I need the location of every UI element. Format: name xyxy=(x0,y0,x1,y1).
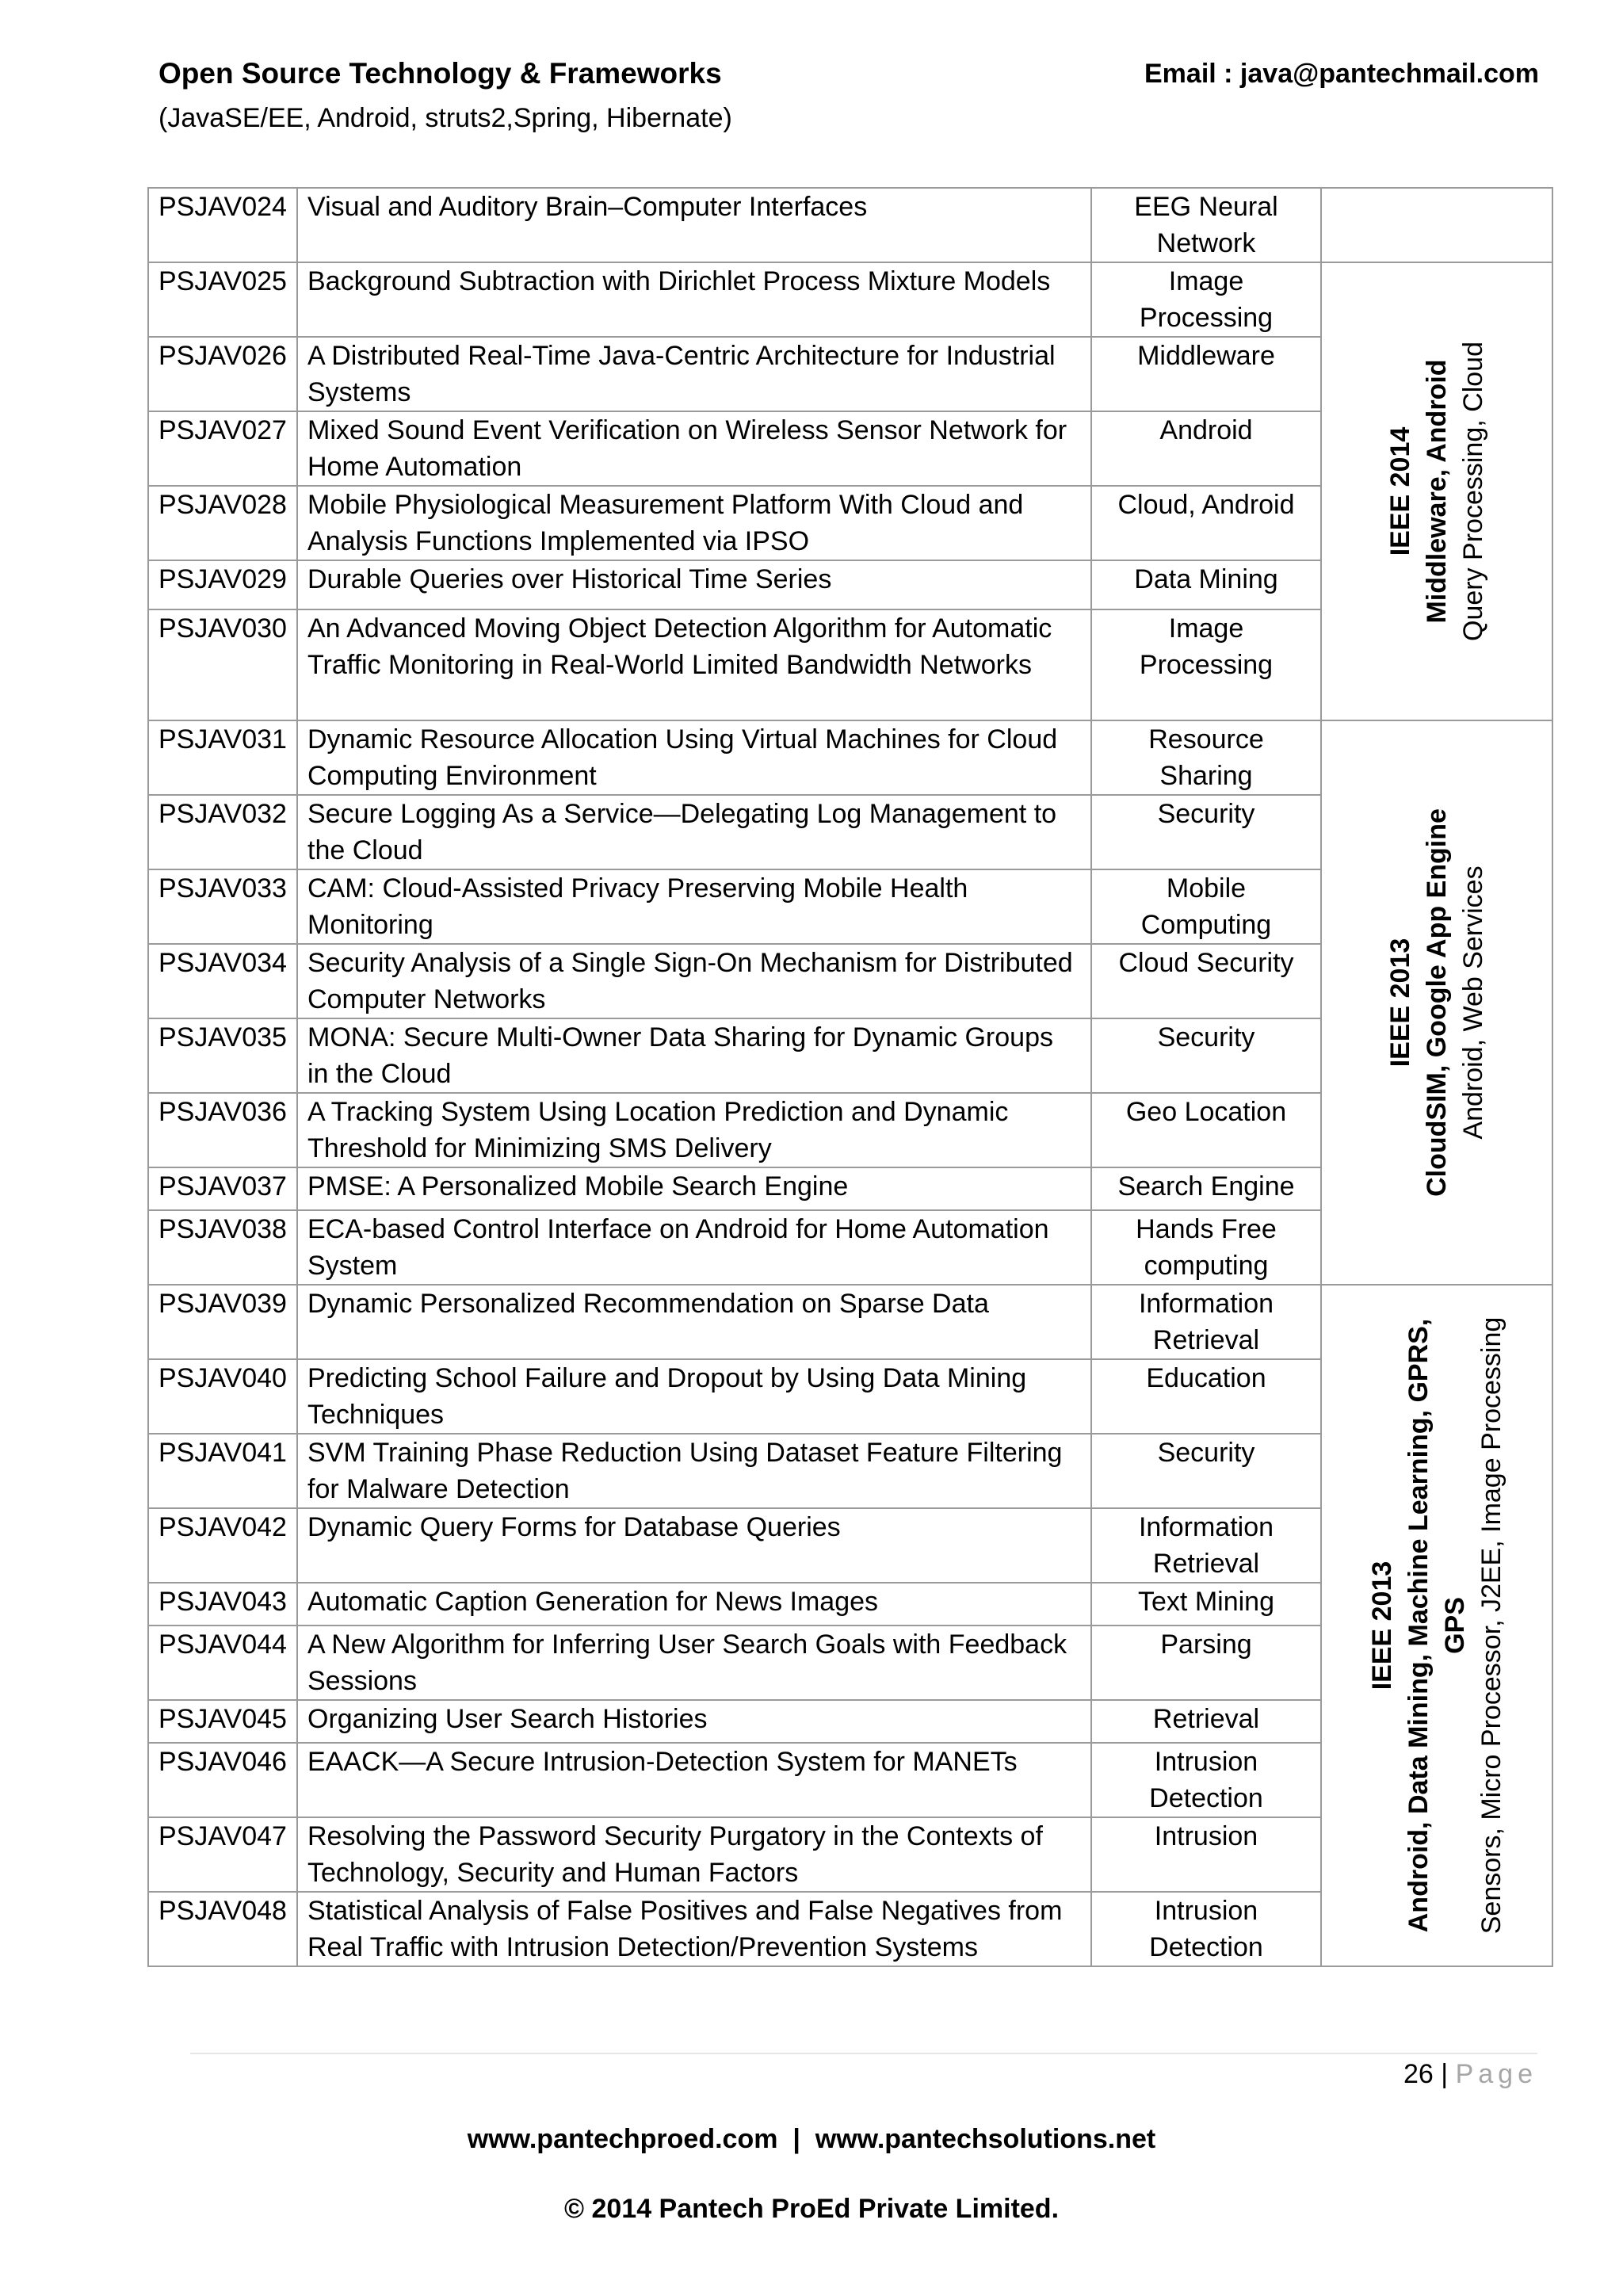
footer-website-links: www.pantechproed.com | www.pantechsolutions.net xyxy=(467,2124,1156,2154)
group-technologies: Android, Data Mining, Machine Learning, GPRS, xyxy=(1403,1318,1434,1933)
group-topics: Query Processing, Cloud xyxy=(1458,342,1488,641)
group-technologies-cont: GPS xyxy=(1440,1597,1470,1654)
table-row xyxy=(148,262,1552,337)
project-domain: Geo Location xyxy=(1091,1093,1321,1167)
project-domain: EEG Neural Network xyxy=(1091,188,1321,262)
project-domain: Retrieval xyxy=(1091,1700,1321,1743)
project-code: PSJAV025 xyxy=(148,262,297,337)
project-domain: Intrusion xyxy=(1091,1817,1321,1892)
project-title: MONA: Secure Multi-Owner Data Sharing for Dynamic Groups in the Cloud xyxy=(297,1018,1091,1093)
project-code: PSJAV036 xyxy=(148,1093,297,1167)
project-domain: Image Processing xyxy=(1091,262,1321,337)
group-ieee-2014 xyxy=(1321,262,1552,720)
project-code: PSJAV027 xyxy=(148,411,297,486)
group-ieee-2013-android xyxy=(1321,1285,1552,1966)
project-domain: Resource Sharing xyxy=(1091,720,1321,795)
group-ieee-2013-cloud xyxy=(1321,720,1552,1285)
footer-copyright: © 2014 Pantech ProEd Private Limited. xyxy=(563,2194,1060,2224)
project-code: PSJAV035 xyxy=(148,1018,297,1093)
project-domain: Hands Free computing xyxy=(1091,1210,1321,1285)
project-code: PSJAV046 xyxy=(148,1743,297,1817)
group-topics: Sensors, Micro Processor, J2EE, Image Processing xyxy=(1476,1316,1507,1935)
project-title: Security Analysis of a Single Sign-On Mechanism for Distributed Computer Networks xyxy=(297,944,1091,1018)
project-title: Statistical Analysis of False Positives and False Negatives from Real Traffic with Intrusion Detection/Prevention Systems xyxy=(297,1892,1091,1966)
project-code: PSJAV041 xyxy=(148,1434,297,1508)
document-subtitle: (JavaSE/EE, Android, struts2,Spring, Hibernate) xyxy=(158,103,732,133)
project-code: PSJAV030 xyxy=(148,609,297,720)
project-domain: Android xyxy=(1091,411,1321,486)
group-cell-empty xyxy=(1321,188,1552,262)
project-domain: Text Mining xyxy=(1091,1583,1321,1626)
project-title: CAM: Cloud-Assisted Privacy Preserving Mobile Health Monitoring xyxy=(297,869,1091,944)
project-title: A New Algorithm for Inferring User Search Goals with Feedback Sessions xyxy=(297,1626,1091,1700)
project-title: Dynamic Resource Allocation Using Virtual Machines for Cloud Computing Environment xyxy=(297,720,1091,795)
project-code: PSJAV037 xyxy=(148,1167,297,1210)
project-domain: Cloud Security xyxy=(1091,944,1321,1018)
page-number xyxy=(1403,2059,1537,2090)
group-topics: Android, Web Services xyxy=(1458,865,1488,1140)
project-code: PSJAV038 xyxy=(148,1210,297,1285)
group-technologies: CloudSIM, Google App Engine xyxy=(1422,808,1452,1197)
project-domain: Education xyxy=(1091,1359,1321,1434)
project-title: ECA-based Control Interface on Android for Home Automation System xyxy=(297,1210,1091,1285)
project-code: PSJAV024 xyxy=(148,188,297,262)
project-code: PSJAV039 xyxy=(148,1285,297,1359)
project-title: Background Subtraction with Dirichlet Process Mixture Models xyxy=(297,262,1091,337)
project-code: PSJAV029 xyxy=(148,560,297,609)
project-title: Mobile Physiological Measurement Platform With Cloud and Analysis Functions Implemented via IPSO xyxy=(297,486,1091,560)
project-domain: Mobile Computing xyxy=(1091,869,1321,944)
project-title: Visual and Auditory Brain–Computer Interfaces xyxy=(297,188,1091,262)
project-title: Dynamic Personalized Recommendation on Sparse Data xyxy=(297,1285,1091,1359)
project-domain: Intrusion Detection xyxy=(1091,1743,1321,1817)
project-title: SVM Training Phase Reduction Using Dataset Feature Filtering for Malware Detection xyxy=(297,1434,1091,1508)
project-domain: Middleware xyxy=(1091,337,1321,411)
project-title: Predicting School Failure and Dropout by Using Data Mining Techniques xyxy=(297,1359,1091,1434)
project-code: PSJAV045 xyxy=(148,1700,297,1743)
project-title: PMSE: A Personalized Mobile Search Engine xyxy=(297,1167,1091,1210)
group-technologies: Middleware, Android xyxy=(1422,359,1452,624)
project-title: Organizing User Search Histories xyxy=(297,1700,1091,1743)
project-title: Durable Queries over Historical Time Series xyxy=(297,560,1091,609)
project-title: Automatic Caption Generation for News Images xyxy=(297,1583,1091,1626)
footer-divider xyxy=(190,2053,1537,2054)
project-code: PSJAV047 xyxy=(148,1817,297,1892)
group-year: IEEE 2014 xyxy=(1385,426,1415,556)
project-domain: Parsing xyxy=(1091,1626,1321,1700)
page-number-separator: | xyxy=(1441,2059,1449,2089)
project-domain: Information Retrieval xyxy=(1091,1508,1321,1583)
project-title: Dynamic Query Forms for Database Queries xyxy=(297,1508,1091,1583)
table-row xyxy=(148,1285,1552,1359)
project-title: An Advanced Moving Object Detection Algorithm for Automatic Traffic Monitoring in Real-World Limited Bandwidth Networks xyxy=(297,609,1091,720)
project-title: EAACK—A Secure Intrusion-Detection System for MANETs xyxy=(297,1743,1091,1817)
project-code: PSJAV031 xyxy=(148,720,297,795)
page-number-value: 26 xyxy=(1403,2059,1434,2089)
group-year: IEEE 2013 xyxy=(1385,938,1415,1068)
project-code: PSJAV034 xyxy=(148,944,297,1018)
project-table xyxy=(147,187,1553,1967)
project-code: PSJAV042 xyxy=(148,1508,297,1583)
page-label: Page xyxy=(1455,2059,1537,2089)
project-title: Resolving the Password Security Purgatory in the Contexts of Technology, Security and Human Factors xyxy=(297,1817,1091,1892)
contact-email: Email : java@pantechmail.com xyxy=(1144,59,1539,89)
project-code: PSJAV026 xyxy=(148,337,297,411)
project-title: A Distributed Real-Time Java-Centric Architecture for Industrial Systems xyxy=(297,337,1091,411)
project-code: PSJAV048 xyxy=(148,1892,297,1966)
project-title: A Tracking System Using Location Prediction and Dynamic Threshold for Minimizing SMS Delivery xyxy=(297,1093,1091,1167)
project-code: PSJAV032 xyxy=(148,795,297,869)
project-domain: Information Retrieval xyxy=(1091,1285,1321,1359)
project-domain: Security xyxy=(1091,795,1321,869)
project-domain: Data Mining xyxy=(1091,560,1321,609)
project-code: PSJAV040 xyxy=(148,1359,297,1434)
project-domain: Intrusion Detection xyxy=(1091,1892,1321,1966)
document-title: Open Source Technology & Frameworks xyxy=(158,57,722,90)
project-code: PSJAV044 xyxy=(148,1626,297,1700)
project-code: PSJAV028 xyxy=(148,486,297,560)
project-title: Secure Logging As a Service—Delegating Log Management to the Cloud xyxy=(297,795,1091,869)
project-domain: Search Engine xyxy=(1091,1167,1321,1210)
project-domain: Security xyxy=(1091,1434,1321,1508)
project-code: PSJAV043 xyxy=(148,1583,297,1626)
table-row xyxy=(148,188,1552,262)
group-year: IEEE 2013 xyxy=(1367,1561,1397,1690)
project-title: Mixed Sound Event Verification on Wireless Sensor Network for Home Automation xyxy=(297,411,1091,486)
project-domain: Security xyxy=(1091,1018,1321,1093)
project-domain: Image Processing xyxy=(1091,609,1321,720)
project-code: PSJAV033 xyxy=(148,869,297,944)
table-row xyxy=(148,720,1552,795)
project-domain: Cloud, Android xyxy=(1091,486,1321,560)
